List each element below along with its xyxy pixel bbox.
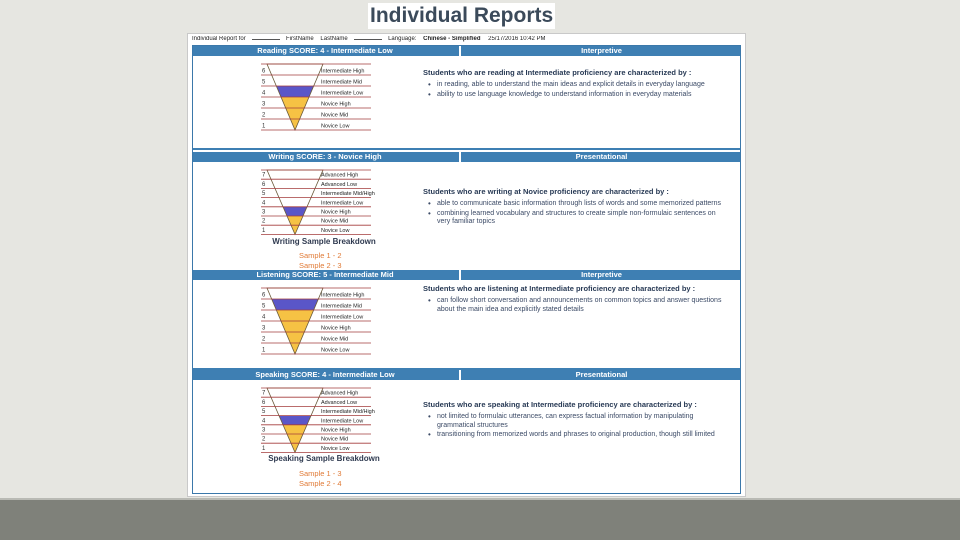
section-score: Speaking SCORE: 4 - Intermediate Low xyxy=(255,370,395,379)
report-image xyxy=(187,33,746,497)
slide-title: Individual Reports xyxy=(370,4,554,27)
level-label: Advanced High xyxy=(321,172,359,179)
section-heading: Students who are reading at Intermediate proficiency are characterized by : xyxy=(423,68,692,77)
level-number: 2 xyxy=(262,112,266,119)
section-mode: Presentational xyxy=(575,370,628,379)
level-number: 6 xyxy=(262,181,266,188)
level-label: Novice Mid xyxy=(321,112,349,119)
footer-band xyxy=(0,498,960,540)
reading-section xyxy=(193,46,740,152)
report-for-label: Individual Report for xyxy=(192,36,246,42)
chart-title: Speaking Sample Breakdown xyxy=(268,454,380,463)
level-number: 4 xyxy=(262,314,266,321)
sample-score: Sample 2 - 4 xyxy=(299,479,342,488)
level-label: Novice High xyxy=(321,325,351,332)
level-label: Advanced High xyxy=(321,390,359,397)
level-label: Novice Mid xyxy=(321,218,349,225)
level-number: 5 xyxy=(262,191,266,198)
level-number: 5 xyxy=(262,303,266,310)
section-score: Reading SCORE: 4 - Intermediate Low xyxy=(257,46,393,55)
bullet-item: • can follow short conversation and announcements on common topics and answer questions about the main idea and explicitly stated details xyxy=(437,297,723,314)
level-label: Novice High xyxy=(321,427,351,434)
proficiency-funnel xyxy=(259,284,399,364)
chart-title: Writing Sample Breakdown xyxy=(272,237,376,246)
level-label: Novice Low xyxy=(321,227,350,234)
section-bar xyxy=(193,152,740,162)
level-number: 1 xyxy=(262,445,266,452)
level-label: Intermediate Low xyxy=(321,418,364,425)
level-label: Novice High xyxy=(321,209,351,216)
language-label: Language: xyxy=(388,36,417,42)
level-number: 6 xyxy=(262,292,266,299)
level-number: 4 xyxy=(262,200,266,207)
section-heading: Students who are speaking at Intermediate proficiency are characterized by : xyxy=(423,400,697,409)
bar-divider xyxy=(459,370,461,380)
section-score: Listening SCORE: 5 - Intermediate Mid xyxy=(256,270,394,279)
level-label: Intermediate Low xyxy=(321,90,364,97)
proficiency-funnel xyxy=(259,384,399,464)
bullet-item: • able to communicate basic information through lists of words and some memorized patterns xyxy=(437,200,723,209)
funnel-highlight xyxy=(276,86,313,97)
level-label: Intermediate Mid/High xyxy=(321,191,375,198)
bar-divider xyxy=(459,270,461,280)
level-label: Novice Low xyxy=(321,347,350,354)
bar-divider xyxy=(459,152,461,162)
section-mode: Interpretive xyxy=(581,270,622,279)
report-frame xyxy=(192,45,741,494)
level-number: 2 xyxy=(262,436,266,443)
sample-score: Sample 2 - 3 xyxy=(299,261,342,270)
funnel-highlight xyxy=(279,416,311,425)
level-label: Intermediate Mid xyxy=(321,79,362,86)
bullet-list xyxy=(423,81,723,99)
proficiency-funnel xyxy=(259,60,399,140)
level-label: Novice Mid xyxy=(321,436,349,443)
listening-section xyxy=(193,270,740,372)
section-divider xyxy=(193,148,740,150)
first-name: FirstName xyxy=(286,36,314,42)
level-number: 3 xyxy=(262,427,266,434)
section-bar xyxy=(193,270,740,280)
funnel-highlight xyxy=(272,299,319,310)
level-label: Novice Low xyxy=(321,445,350,452)
language-value: Chinese - Simplified xyxy=(423,36,481,42)
section-mode: Interpretive xyxy=(581,46,622,55)
section-heading: Students who are listening at Intermediate proficiency are characterized by : xyxy=(423,284,696,293)
level-number: 5 xyxy=(262,79,266,86)
section-description xyxy=(423,68,723,100)
bullet-item: • ability to use language knowledge to understand information in everyday materials xyxy=(437,91,723,100)
sample-score: Sample 1 - 3 xyxy=(299,469,342,478)
section-mode: Presentational xyxy=(575,152,628,161)
level-label: Intermediate High xyxy=(321,68,365,75)
level-number: 2 xyxy=(262,218,266,225)
level-label: Advanced Low xyxy=(321,181,358,188)
level-label: Advanced Low xyxy=(321,399,358,406)
footer-divider xyxy=(0,498,960,500)
level-number: 6 xyxy=(262,399,266,406)
proficiency-funnel xyxy=(259,166,399,246)
name-blank xyxy=(252,39,280,40)
section-bar xyxy=(193,370,740,380)
bullet-item: • not limited to formulaic utterances, can express factual information by manipulating grammatical structures xyxy=(437,413,723,430)
level-label: Novice Low xyxy=(321,123,350,130)
level-label: Intermediate High xyxy=(321,292,365,299)
section-bar xyxy=(193,46,740,56)
level-number: 4 xyxy=(262,418,266,425)
section-description xyxy=(423,187,723,228)
sample-score: Sample 1 - 2 xyxy=(299,251,342,260)
level-label: Intermediate Mid/High xyxy=(321,409,375,416)
funnel-fill xyxy=(283,425,307,453)
level-number: 1 xyxy=(262,227,266,234)
funnel-fill xyxy=(281,97,309,130)
level-number: 7 xyxy=(262,172,266,179)
writing-section xyxy=(193,152,740,278)
level-label: Novice Mid xyxy=(321,336,349,343)
section-description xyxy=(423,284,723,315)
level-number: 2 xyxy=(262,336,266,343)
section-heading: Students who are writing at Novice proficiency are characterized by : xyxy=(423,187,669,196)
section-description xyxy=(423,400,723,441)
level-number: 3 xyxy=(262,209,266,216)
level-number: 1 xyxy=(262,123,266,130)
bullet-item: • in reading, able to understand the main ideas and explicit details in everyday language xyxy=(437,81,723,90)
bullet-list xyxy=(423,200,723,227)
level-number: 4 xyxy=(262,90,266,97)
level-number: 3 xyxy=(262,325,266,332)
bullet-item: • transitioning from memorized words and phrases to original production, though still limited xyxy=(437,431,723,440)
level-number: 3 xyxy=(262,101,266,108)
level-number: 7 xyxy=(262,390,266,397)
last-name: LastName xyxy=(320,36,348,42)
bullet-list xyxy=(423,297,723,314)
report-timestamp: 25/17/2016 10:42 PM xyxy=(488,36,546,42)
bullet-list xyxy=(423,413,723,440)
level-label: Intermediate Low xyxy=(321,200,364,207)
level-label: Novice High xyxy=(321,101,351,108)
bullet-item: • combining learned vocabulary and structures to create simple non-formulaic sentences on very familiar topics xyxy=(437,210,723,227)
level-number: 5 xyxy=(262,409,266,416)
level-label: Intermediate Low xyxy=(321,314,364,321)
section-score: Writing SCORE: 3 - Novice High xyxy=(268,152,382,161)
level-number: 6 xyxy=(262,68,266,75)
report-header xyxy=(192,36,741,45)
name-blank xyxy=(354,39,382,40)
bar-divider xyxy=(459,46,461,56)
level-number: 1 xyxy=(262,347,266,354)
speaking-section xyxy=(193,370,740,494)
level-label: Intermediate Mid xyxy=(321,303,362,310)
